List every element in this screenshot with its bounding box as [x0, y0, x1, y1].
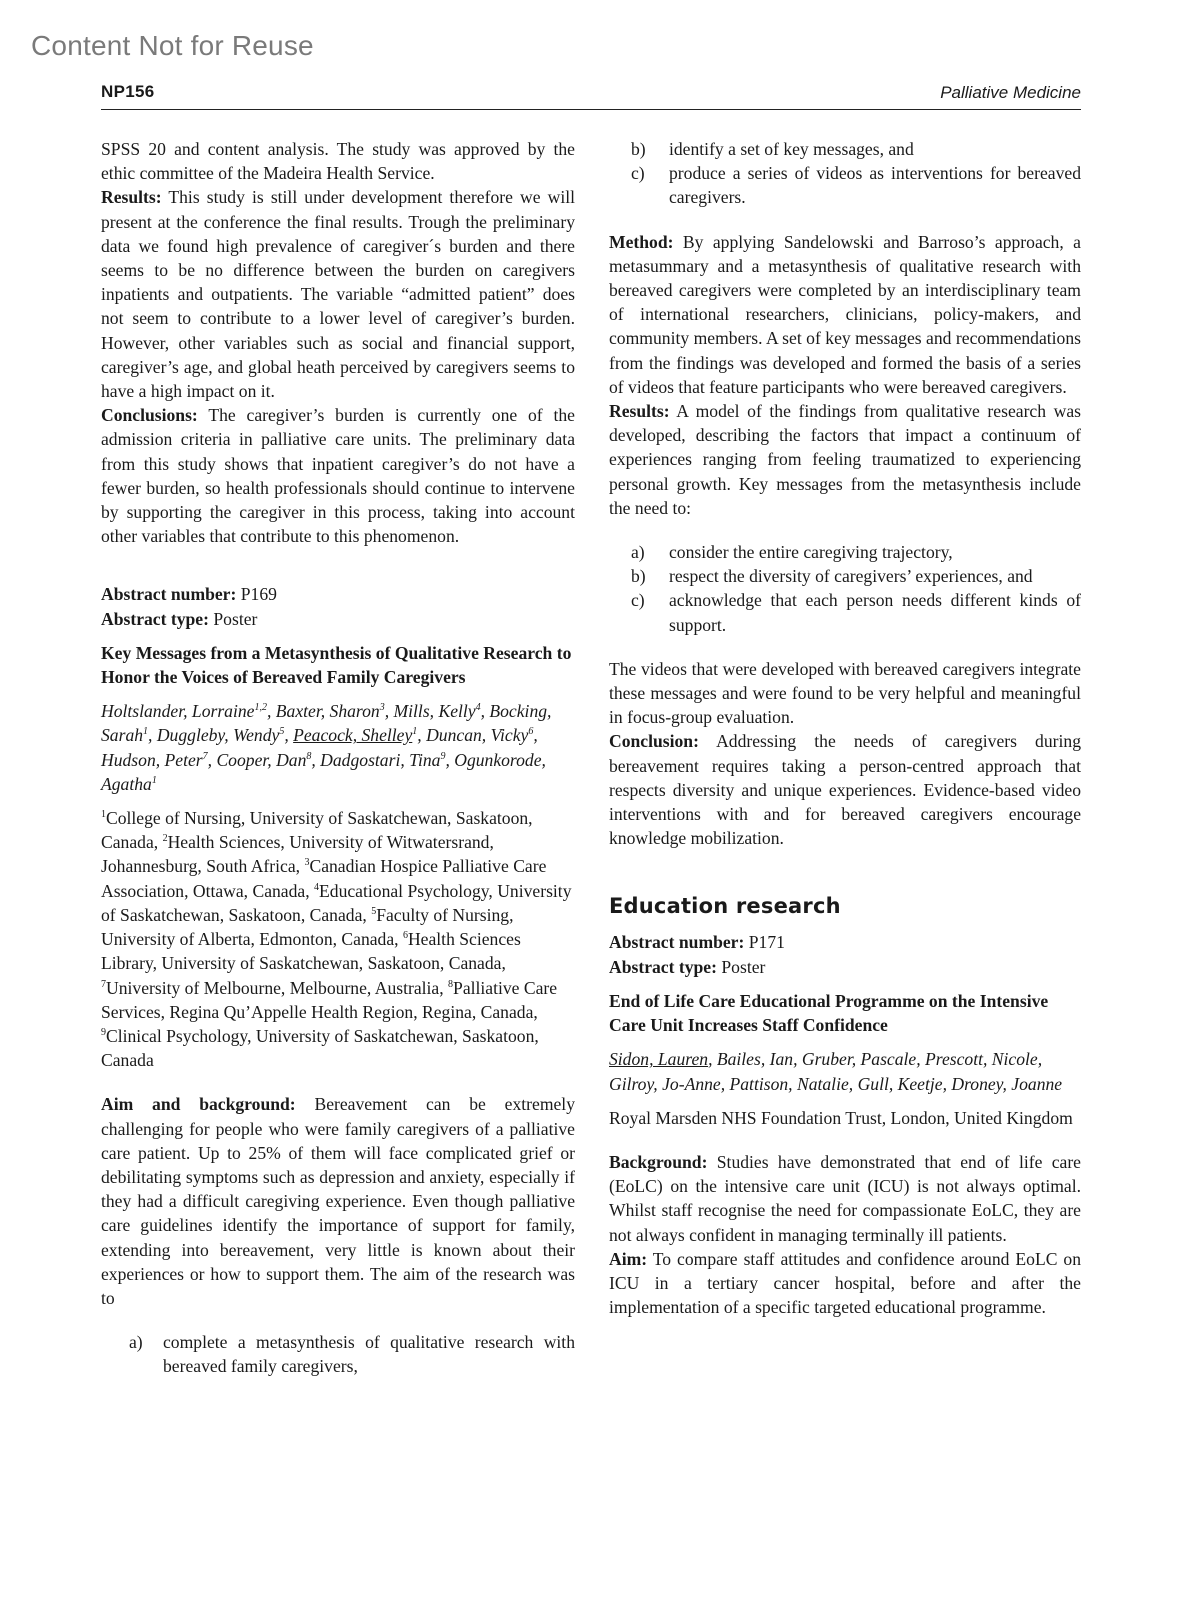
author-affiliation-marker: 1: [412, 726, 418, 738]
abstract-title: Key Messages from a Metasynthesis of Qualitative Research to Honor the Voices of Bereaved Family Caregivers: [101, 642, 572, 688]
method-paragraph: [609, 230, 1081, 399]
abstract-number: [609, 930, 1081, 954]
conclusion-paragraph: [609, 729, 1081, 850]
background-text: Studies have demonstrated that end of life care (EoLC) on the intensive care unit (ICU) is not always optimal. Whilst staff recognise the need for compassionate EoLC, they are not always confident in managing terminally ill patients.: [609, 1151, 1081, 1245]
aim-label: Aim:: [609, 1248, 648, 1269]
affiliation-marker: 2: [162, 833, 168, 845]
list-item-text: acknowledge that each person needs different kinds of support.: [669, 590, 1081, 635]
abstract-number-value: P171: [748, 932, 785, 953]
author-separator: ,: [533, 725, 538, 746]
conclusions-label: Conclusions:: [101, 405, 198, 426]
author-separator: ,: [284, 725, 294, 746]
results-label: Results:: [101, 187, 162, 208]
aim-label: Aim and background:: [101, 1094, 296, 1115]
results-list-item: [609, 564, 1081, 588]
list-item-text: respect the diversity of caregivers’ experiences, and: [669, 566, 1033, 587]
abstract-type-label: Abstract type:: [101, 608, 209, 629]
affiliation: Royal Marsden NHS Foundation Trust, London, United Kingdom: [609, 1107, 1073, 1128]
results-label: Results:: [609, 401, 670, 422]
author-affiliation-marker: 4: [475, 702, 481, 714]
list-marker: b): [631, 139, 646, 159]
author-separator: ,: [311, 749, 321, 770]
list-item-text: produce a series of videos as interventions for bereaved caregivers.: [669, 163, 1081, 208]
abstract-type: [609, 955, 1081, 979]
results-list-item: [609, 540, 1081, 564]
list-marker: c): [631, 590, 645, 611]
aim-text: To compare staff attitudes and confidence around EoLC on ICU in a tertiary cancer hospital, before and after the implementation of a specific targeted educational programme.: [609, 1248, 1081, 1318]
abstract-type-label: Abstract type:: [609, 956, 717, 977]
author-affiliation-marker: 1: [143, 726, 149, 738]
results-text: This study is still under development therefore we will present at the conference the final results. Trough the preliminary data we found high prevalence of caregiver´s burden and there seems to be no difference between the burden on caregivers inpatients and outpatients. The variable “admitted patient” does not seem to contribute to a lower level of caregiver’s burden. However, other variables such as social and financial support, caregiver’s age, and global heath perceived by caregivers seems to have a high impact on it.: [101, 187, 575, 402]
affiliation-marker: 3: [304, 857, 310, 869]
affiliation-text: Educational Psychology, University of Saskatchewan, Saskatoon, Canada,: [101, 880, 572, 925]
left-column: [101, 137, 575, 1379]
watermark-text: Content Not for Reuse: [31, 30, 314, 61]
author-name: Bocking, Sarah: [101, 701, 552, 746]
affiliation-text: Health Sciences Library, University of Saskatchewan, Saskatoon, Canada,: [101, 929, 521, 974]
abstract-number: [101, 582, 575, 606]
right-column: [609, 137, 1081, 1319]
author-name: Ogunkorode, Agatha: [101, 749, 546, 794]
videos-paragraph: The videos that were developed with bereaved caregivers integrate these messages and were found to be very helpful and meaningful in focus-group evaluation.: [609, 658, 1081, 728]
author-list: [101, 699, 575, 796]
aim-list-item: [609, 137, 1081, 161]
author-affiliation-marker: 6: [528, 726, 534, 738]
abstract-type-value: Poster: [213, 608, 258, 629]
conclusions-paragraph: [101, 403, 575, 548]
author-separator: ,: [148, 725, 157, 746]
conclusions-text: The caregiver’s burden is currently one of the admission criteria in palliative care units. The preliminary data from this study shows that inpatient caregiver’s do not have a fewer burden, so health professionals should continue to intervene by supporting the caregiver in this process, taking into account other variables that contribute to this phenomenon.: [101, 405, 575, 547]
conclusion-label: Conclusion:: [609, 731, 699, 752]
affiliation-text: Clinical Psychology, University of Saskatchewan, Saskatoon, Canada: [101, 1025, 539, 1071]
list-marker: a): [129, 1332, 143, 1353]
abstract-title: End of Life Care Educational Programme on the Intensive Care Unit Increases Staff Confidence: [609, 990, 1049, 1036]
abstract-type-value: Poster: [721, 956, 766, 977]
affiliation-marker: 8: [448, 978, 454, 990]
background-label: Background:: [609, 1151, 708, 1172]
aim-list-continued: [609, 137, 1081, 210]
abstract-number-label: Abstract number:: [609, 932, 745, 953]
journal-name: Palliative Medicine: [940, 83, 1081, 102]
method-label: Method:: [609, 231, 674, 252]
author-name: Holtslander, Lorraine: [101, 701, 255, 722]
author-affiliation-marker: 8: [306, 750, 312, 762]
author-name: Peacock, Shelley: [293, 725, 413, 746]
affiliation-marker: 5: [371, 906, 377, 918]
author-separator: ,: [266, 701, 276, 722]
aim-text: Bereavement can be extremely challenging for people who were family caregivers of a palliative care patient. Up to 25% of them will face complicated grief or debilitating symptoms such as depression and anxiety, especially if they had a difficult caregiving experience. Even though palliative care guidelines identify the importance of support for family, extending into bereavement, very little is known about their experiences or how to support them. The aim of the research was to: [101, 1094, 575, 1308]
affiliation-list: [101, 806, 575, 1072]
list-item-text: identify a set of key messages, and: [669, 139, 914, 159]
list-item-text: complete a metasynthesis of qualitative research with bereaved family caregivers,: [163, 1332, 575, 1377]
author-affiliation-marker: 9: [440, 750, 446, 762]
affiliation-text: College of Nursing, University of Saskatchewan, Saskatoon, Canada,: [101, 808, 533, 853]
author-separator: ,: [445, 749, 455, 770]
results-paragraph: [101, 185, 575, 403]
author-name: Hudson, Peter: [101, 749, 203, 770]
section-heading: Education research: [609, 894, 841, 919]
affiliation-text: Canadian Hospice Palliative Care Association, Ottawa, Canada,: [101, 856, 547, 901]
author-affiliation-marker: 5: [279, 726, 285, 738]
running-header: [101, 82, 1081, 110]
intro-paragraph: SPSS 20 and content analysis. The study was approved by the ethic committee of the Madeira Health Service.: [101, 139, 575, 184]
list-item-text: consider the entire caregiving trajectory,: [669, 542, 953, 563]
affiliation-text: Palliative Care Services, Regina Qu’Appelle Health Region, Regina, Canada,: [101, 977, 558, 1022]
aim-paragraph: [609, 1247, 1081, 1320]
list-marker: c): [631, 163, 645, 184]
aim-list-item: [609, 161, 1081, 209]
results-paragraph: [609, 399, 1081, 520]
author-name: Duggleby, Wendy: [156, 725, 280, 746]
aim-paragraph: [101, 1092, 575, 1310]
abstract-number-label: Abstract number:: [101, 584, 237, 605]
list-marker: b): [631, 566, 646, 587]
affiliation-text: Faculty of Nursing, University of Alberta, Edmonton, Canada,: [101, 904, 514, 950]
results-text: A model of the findings from qualitative research was developed, describing the factors that impact a continuum of experiences ranging from feeling traumatized to experiencing personal growth. Key messages from the metasynthesis include the need to:: [609, 401, 1081, 518]
affiliation-marker: 4: [314, 881, 320, 893]
results-list: [609, 540, 1081, 637]
results-list-item: [609, 588, 1081, 636]
affiliation-marker: 9: [101, 1027, 106, 1039]
author-separator: ,: [384, 701, 394, 722]
author-name: Dadgostari, Tina: [320, 749, 441, 770]
affiliation-text: Health Sciences, University of Witwatersrand, Johannesburg, South Africa,: [101, 832, 494, 877]
aim-list-item: [101, 1330, 575, 1378]
author-name: Cooper, Dan: [216, 749, 307, 770]
author-name: Mills, Kelly: [393, 701, 476, 722]
affiliation-marker: 6: [402, 930, 408, 942]
aim-list: [101, 1330, 575, 1378]
author-list: [609, 1047, 1081, 1095]
author-affiliation-marker: 3: [379, 702, 385, 714]
background-paragraph: [609, 1150, 1081, 1247]
list-marker: a): [631, 542, 645, 563]
author-affiliation-marker: 7: [202, 750, 208, 762]
affiliation-text: University of Melbourne, Melbourne, Australia,: [106, 977, 449, 998]
author-separator: ,: [480, 701, 490, 722]
author-separator: ,: [417, 725, 427, 746]
abstract-number-value: P169: [240, 584, 277, 605]
abstract-type: [101, 607, 575, 631]
author-affiliation-marker: 1,2: [254, 702, 267, 714]
author-name: Duncan, Vicky: [426, 725, 529, 746]
affiliation-marker: 7: [101, 978, 106, 990]
page-number: NP156: [101, 82, 155, 101]
author-name: Baxter, Sharon: [275, 701, 380, 722]
author-separator: ,: [207, 749, 217, 770]
presenting-author: Sidon, Lauren: [609, 1049, 709, 1070]
author-affiliation-marker: 1: [151, 775, 157, 787]
affiliation-marker: 1: [101, 809, 106, 821]
method-text: By applying Sandelowski and Barroso’s approach, a metasummary and a metasynthesis of qualitative research with bereaved caregivers were completed by an interdisciplinary team of international researchers, clinicians, policy-makers, and community members. A set of key messages and recommendations from the findings was developed and formed the basis of a series of videos that feature participants who were bereaved caregivers.: [609, 231, 1081, 397]
conclusion-text: Addressing the needs of caregivers during bereavement requires taking a person-centred approach that respects diversity and unique experiences. Evidence-based video interventions with and for bereaved caregivers encourage knowledge mobilization.: [609, 731, 1081, 849]
co-authors: , Bailes, Ian, Gruber, Pascale, Prescott, Nicole, Gilroy, Jo-Anne, Pattison, Natalie, Gull, Keetje, Droney, Joanne: [609, 1049, 1063, 1094]
